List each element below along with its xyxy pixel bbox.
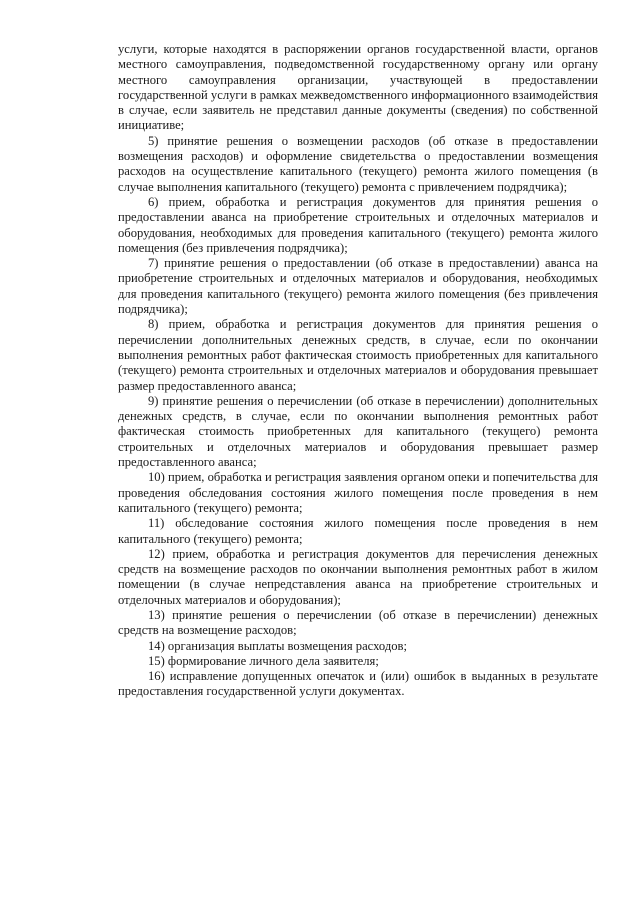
- paragraph-continuation: услуги, которые находятся в распоряжении органов государственной власти, органов местного самоуправления, подведомственной государственному органу или органу местного самоуправления организации, участвующей в предоставлении государственной услуги в рамках межведомственного информационного взаимодействия в случае, если заявитель не представил данные документы (сведения) по собственной инициативе;: [118, 42, 598, 133]
- paragraph-item-6: 6) прием, обработка и регистрация документов для принятия решения о предоставлении аванса на приобретение строительных и отделочных материалов и оборудования, необходимых для проведения капитального (текущего) ремонта жилого помещения (без привлечения подрядчика);: [118, 194, 598, 255]
- document-body: [118, 42, 598, 700]
- paragraph-item-10: 10) прием, обработка и регистрация заявления органом опеки и попечительства для проведения обследования состояния жилого помещения после проведения в нем капитального (текущего) ремонта;: [118, 470, 598, 515]
- paragraph-item-7: 7) принятие решения о предоставлении (об отказе в предоставлении) аванса на приобретение строительных и отделочных материалов и оборудования, необходимых для проведения капитального (текущего) ремонта жилого помещения (без привлечения подрядчика);: [118, 256, 598, 317]
- paragraph-item-11: 11) обследование состояния жилого помещения после проведения в нем капитального (текущего) ремонта;: [118, 516, 598, 546]
- paragraph-item-15: 15) формирование личного дела заявителя;: [148, 653, 379, 668]
- paragraph-item-14: 14) организация выплаты возмещения расходов;: [148, 638, 407, 653]
- paragraph-item-13: 13) принятие решения о перечислении (об отказе в перечислении) денежных средств на возмещение расходов;: [118, 607, 598, 638]
- paragraph-item-8: 8) прием, обработка и регистрация документов для принятия решения о перечислении дополнительных денежных средств, в случае, если по окончании выполнения ремонтных работ фактическая стоимость приобретенных для капитального (текущего) ремонта строительных и отделочных материалов и оборудования превышает размер предоставленного аванса;: [118, 317, 598, 393]
- paragraph-item-9: 9) принятие решения о перечислении (об отказе в перечислении) дополнительных денежных средств, в случае, если по окончании выполнения ремонтных работ фактическая стоимость приобретенных для капитального (текущего) ремонта строительных и отделочных материалов и оборудования превышает размер предоставленного аванса;: [118, 393, 598, 470]
- paragraph-item-5: 5) принятие решения о возмещении расходов (об отказе в предоставлении возмещения расходов) и оформление свидетельства о предоставлении возмещения расходов на осуществление капитального (текущего) ремонта жилого помещения (в случае выполнения капитального (текущего) ремонта с привлечением подрядчика);: [118, 133, 598, 194]
- paragraph-item-12: 12) прием, обработка и регистрация документов для перечисления денежных средств на возмещение расходов по окончании выполнения ремонтных работ в жилом помещении (в случае непредставления аванса на приобретение строительных и отделочных материалов и оборудования);: [118, 546, 598, 607]
- paragraph-item-16: 16) исправление допущенных опечаток и (или) ошибок в выданных в результате предоставления государственной услуги документах.: [118, 669, 598, 699]
